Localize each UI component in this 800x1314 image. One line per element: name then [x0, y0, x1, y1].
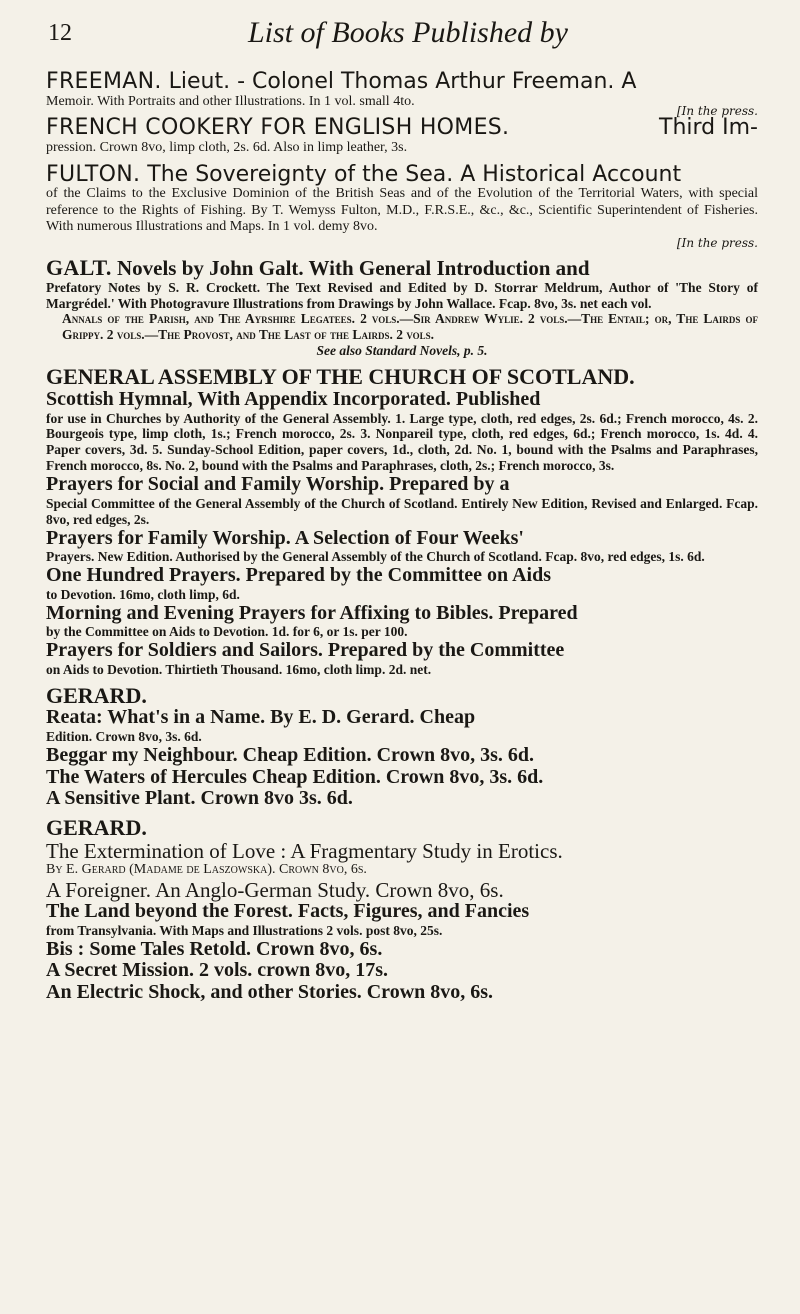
entry-french-cookery: [46, 116, 758, 156]
item-title: One Hundred Prayers. Prepared by the Committee on Aids: [46, 564, 551, 587]
item-title: Beggar my Neighbour. Cheap Edition. Crown 8vo, 3s. 6d.: [46, 743, 535, 766]
entry-galt: [46, 256, 758, 359]
entry-author: FREEMAN.: [46, 69, 162, 94]
press-note: [In the press.: [676, 235, 758, 250]
item-details: for use in Churches by Authority of the General Assembly. 1. Large type, cloth, red edges, 2s. 6d.; French morocco, 4s. 2. Bourgeois type, limp cloth, 1s.; French morocco, 2s. 3. Nonpareil type, cloth, red edges, 6d.; French morocco, 1s. 4d. 4. Paper covers, 3d. 5. Sunday-School Edition, paper covers, 1d., cloth, 2d. No. 1, bound with the Psalms and Paraphrases, French morocco, 8s. No. 2, bound with the Psalms and Paraphrases, cloth, 2s.; French morocco, 3s.: [46, 410, 758, 474]
item-title: Prayers for Social and Family Worship. Prepared by a: [46, 473, 510, 496]
section-gerard-e: [46, 816, 758, 1004]
item-title: A Secret Mission. 2 vols. crown 8vo, 17s.: [46, 959, 389, 982]
item-details: Edition. Crown 8vo, 3s. 6d.: [46, 729, 202, 745]
press-note-freeman: [In the press.: [676, 104, 758, 118]
entry-details: pression. Crown 8vo, limp cloth, 2s. 6d. Also in limp leather, 3s.: [46, 140, 408, 156]
entry-title: Novels by John Galt. With General Introduction and: [116, 255, 590, 280]
page-header: [48, 16, 768, 56]
item-title: Prayers for Family Worship. A Selection of Four Weeks': [46, 526, 524, 549]
entry-author: FRENCH COOKERY FOR ENGLISH HOMES.: [46, 115, 510, 141]
item-title: Morning and Evening Prayers for Affixing to Bibles. Prepared: [46, 601, 578, 624]
item-details: by the Committee on Aids to Devotion. 1d. for 6, or 1s. per 100.: [46, 624, 408, 640]
item-details: Prayers. New Edition. Authorised by the General Assembly of the Church of Scotland. Fcap. 8vo, red edges, 1s. 6d.: [46, 549, 705, 565]
section-heading: GERARD.: [46, 814, 147, 840]
entry-title: The Sovereignty of the Sea. A Historical Account: [147, 161, 682, 187]
entry-details: Prefatory Notes by S. R. Crockett. The Text Revised and Edited by D. Storrar Meldrum, Author of 'The Story of Margrédel.' With Photogravure Illustrations from Drawings by John Wallace. Fcap. 8vo, 3s. net each vol.: [46, 279, 758, 311]
entry-volumes: Annals of the Parish, and The Ayrshire Legatees. 2 vols.—Sir Andrew Wylie. 2 vols.—The Entail; or, The Lairds of Grippy. 2 vols.—The Provost, and The Last of the Lairds. 2 vols.: [62, 311, 758, 343]
item-title: Prayers for Soldiers and Sailors. Prepared by the Committee: [46, 639, 565, 662]
section-heading: GENERAL ASSEMBLY OF THE CHURCH OF SCOTLAND.: [46, 364, 635, 390]
item-details: on Aids to Devotion. Thirtieth Thousand. 16mo, cloth limp. 2d. net.: [46, 661, 432, 677]
item-title: The Extermination of Love : A Fragmentary Study in Erotics.: [46, 838, 563, 863]
section-heading: GERARD.: [46, 682, 147, 708]
entry-fulton: [46, 163, 758, 250]
section-gerard-ed: [46, 684, 758, 810]
item-title: A Foreigner. An Anglo-German Study. Crown 8vo, 6s.: [46, 877, 504, 902]
entry-author: FULTON.: [46, 161, 141, 187]
item-details: from Transylvania. With Maps and Illustrations 2 vols. post 8vo, 25s.: [46, 922, 443, 938]
entry-title: Third Im-: [659, 115, 758, 141]
item-details: to Devotion. 16mo, cloth limp, 6d.: [46, 586, 240, 602]
see-also: See also Standard Novels, p. 5.: [316, 343, 488, 359]
entry-details: Memoir. With Portraits and other Illustrations. In 1 vol. small 4to.: [46, 93, 415, 109]
book-list: [46, 70, 758, 1010]
entry-author: GALT.: [46, 254, 112, 280]
running-title: List of Books Published by: [248, 16, 568, 49]
entry-title: Lieut. - Colonel Thomas Arthur Freeman. A: [168, 69, 637, 94]
entry-details: of the Claims to the Exclusive Dominion of the British Seas and of the Evolution of the Territorial Waters, with special reference to the Rights of Fishing. By T. Wemyss Fulton, M.D., F.R.S.E., &c., &c., Scientific Superintendent of Fisheries. With numerous Illustrations and Maps. In 1 vol. demy 8vo.: [46, 186, 758, 235]
entry-freeman: [46, 70, 758, 110]
item-title: A Sensitive Plant. Crown 8vo 3s. 6d.: [46, 787, 353, 810]
item-title: Scottish Hymnal, With Appendix Incorporated. Published: [46, 387, 541, 410]
item-title: The Waters of Hercules Cheap Edition. Crown 8vo, 3s. 6d.: [46, 765, 544, 788]
item-title: An Electric Shock, and other Stories. Crown 8vo, 6s.: [46, 981, 494, 1004]
item-title: Bis : Some Tales Retold. Crown 8vo, 6s.: [46, 937, 383, 960]
section-general-assembly: [46, 365, 758, 678]
item-title: The Land beyond the Forest. Facts, Figures, and Fancies: [46, 900, 530, 923]
page-number: 12: [48, 20, 72, 46]
item-details: Special Committee of the General Assembly of the Church of Scotland. Entirely New Edition, Revised and Enlarged. Fcap. 8vo, red edges, 2s.: [46, 495, 758, 527]
item-details: By E. Gerard (Madame de Laszowska). Crown 8vo, 6s.: [46, 862, 367, 878]
item-title: Reata: What's in a Name. By E. D. Gerard. Cheap: [46, 706, 476, 729]
